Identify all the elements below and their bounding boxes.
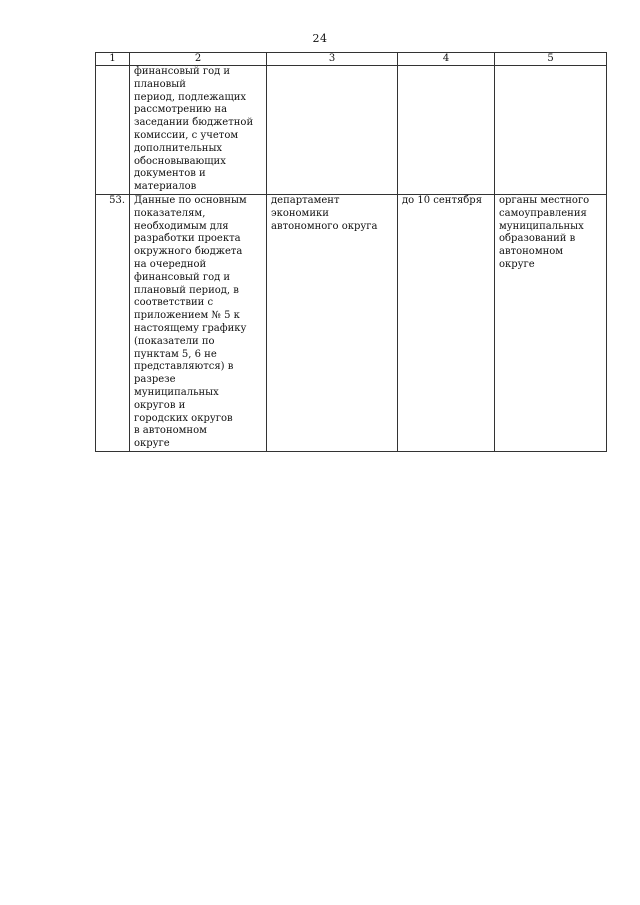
cell-text-line: Данные по основным (134, 194, 247, 206)
cell-text-line: приложением № 5 к (134, 310, 240, 322)
table-row-continuation (96, 66, 607, 195)
column-header-2: 2 (130, 53, 267, 66)
cell-text-line: представляются) в (134, 361, 234, 373)
row-number-cell (96, 66, 130, 195)
cell-text-line: финансовый год и (134, 66, 231, 77)
cell-text-line: муниципальных (499, 220, 584, 232)
column-header-5: 5 (495, 53, 607, 66)
cell-text-line: в автономном (134, 425, 207, 437)
cell-text-line: материалов (134, 181, 197, 193)
cell-text-line: необходимым для (134, 220, 229, 232)
cell-text-line: городских округов (134, 412, 233, 424)
cell-text-line: округе (499, 258, 535, 270)
cell-text-line: окружного бюджета (134, 246, 243, 258)
cell-text-line: плановый (134, 78, 186, 90)
description-cell (130, 66, 267, 195)
cell-text-line: до 10 сентября (402, 194, 483, 206)
cell-text-line: экономики (271, 207, 329, 219)
column-header-3: 3 (267, 53, 398, 66)
column-header-1: 1 (96, 53, 130, 66)
table-row-53 (96, 194, 607, 451)
page-number: 24 (312, 32, 328, 45)
cell-text-line: настоящему графику (134, 322, 247, 334)
cell-text-line: (показатели по (134, 335, 215, 347)
cell-text-line: муниципальных (134, 386, 219, 398)
cell-text-line: автономного округа (271, 220, 378, 232)
cell-text-line: документов и (134, 168, 206, 180)
cell-text-line: соответствии с (134, 297, 214, 309)
cell-text-line: самоуправления (499, 207, 587, 219)
responsible-cell (267, 66, 398, 195)
cell-text-line: период, подлежащих (134, 91, 247, 103)
cell-text-line: органы местного (499, 194, 590, 206)
cell-text-line: разработки проекта (134, 233, 241, 245)
cell-text-line: пунктам 5, 6 не (134, 348, 217, 360)
cell-text-line: разрезе (134, 374, 176, 386)
description-cell (130, 194, 267, 451)
deadline-cell (398, 66, 495, 195)
cell-text-line: комиссии, с учетом (134, 129, 239, 141)
cell-text-line: округов и (134, 399, 186, 411)
recipient-cell (495, 194, 607, 451)
row-number-cell: 53. (96, 194, 130, 451)
cell-text-line: плановый период, в (134, 284, 239, 296)
cell-text-line: дополнительных (134, 142, 223, 154)
cell-text-line: заседании бюджетной (134, 117, 254, 129)
cell-text-line: автономном (499, 246, 564, 258)
column-header-4: 4 (398, 53, 495, 66)
cell-text-line: обосновывающих (134, 155, 226, 167)
schedule-table (95, 52, 607, 452)
cell-text-line: округе (134, 438, 170, 450)
recipient-cell (495, 66, 607, 195)
responsible-cell (267, 194, 398, 451)
table-header-row (96, 53, 607, 66)
cell-text-line: на очередной (134, 258, 207, 270)
cell-text-line: образований в (499, 233, 576, 245)
cell-text-line: департамент (271, 194, 340, 206)
cell-text-line: финансовый год и (134, 271, 231, 283)
cell-text-line: показателям, (134, 207, 206, 219)
deadline-cell (398, 194, 495, 451)
cell-text-line: рассмотрению на (134, 104, 228, 116)
